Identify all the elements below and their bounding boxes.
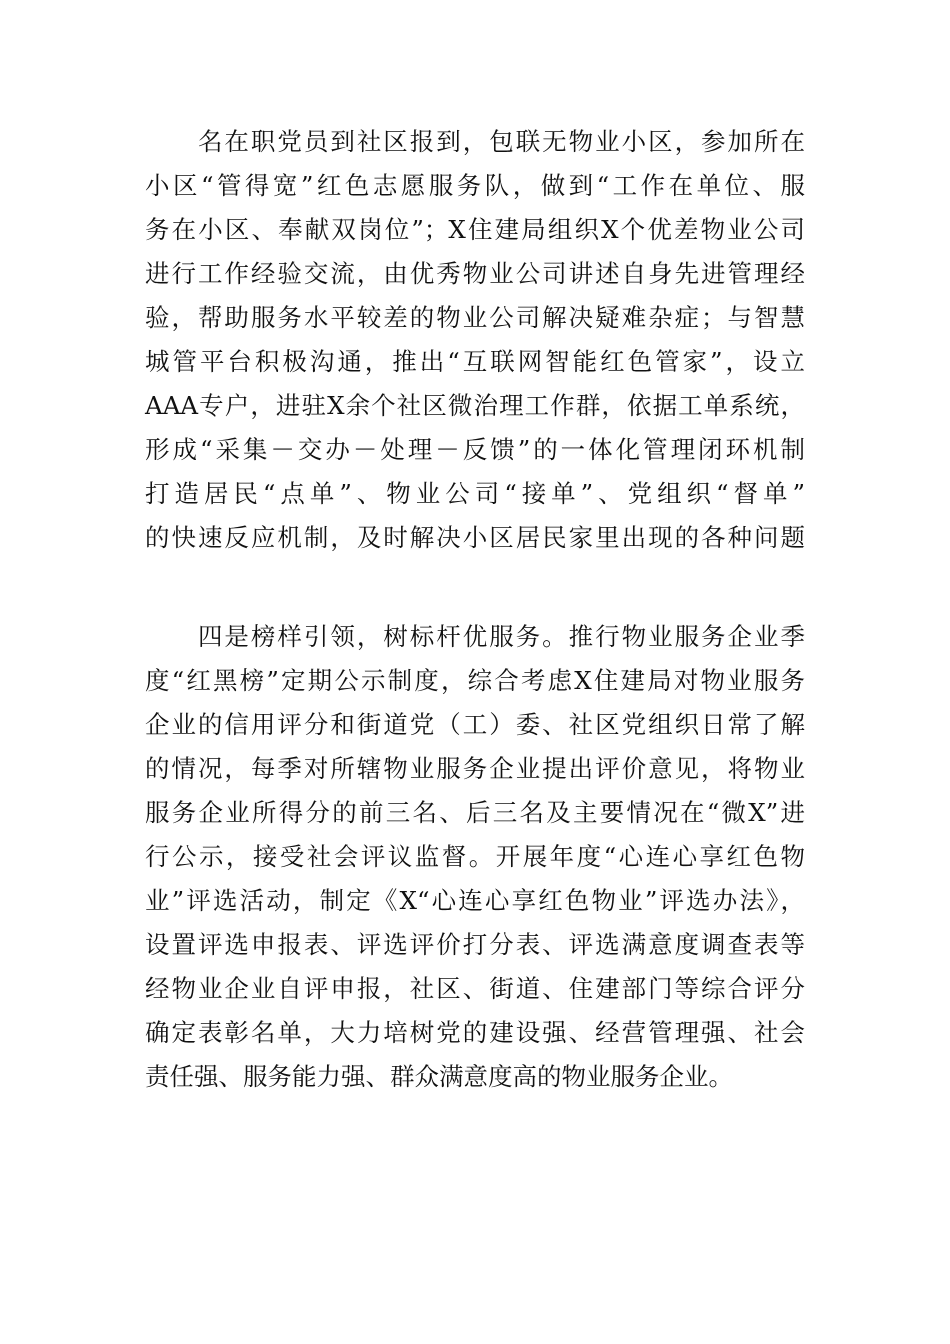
paragraph-2 bbox=[145, 615, 805, 1099]
paragraph-line: 四是榜样引领，树标杆优服务。推行物业服务企业季 bbox=[145, 622, 805, 651]
paragraph-line: 名在职党员到社区报到，包联无物业小区，参加所在 bbox=[145, 127, 805, 156]
paragraph-line: 确定表彰名单，大力培树党的建设强、经营管理强、社会 bbox=[145, 1018, 805, 1047]
paragraph-line: 责任强、服务能力强、群众满意度高的物业服务企业。 bbox=[145, 1062, 733, 1091]
paragraph-line: 设置评选申报表、评选评价打分表、评选满意度调查表等 bbox=[145, 930, 805, 959]
paragraph-line: 企业的信用评分和街道党（工）委、社区党组织日常了解 bbox=[145, 710, 805, 739]
paragraph-line: 度“红黑榜”定期公示制度，综合考虑X住建局对物业服务 bbox=[145, 666, 805, 695]
paragraph-line: AAA专户，进驻X余个社区微治理工作群，依据工单系统， bbox=[145, 391, 805, 420]
paragraph-line: 打造居民“点单”、物业公司“接单”、党组织“督单” bbox=[145, 479, 805, 508]
paragraph-line: 小区“管得宽”红色志愿服务队，做到“工作在单位、服 bbox=[145, 171, 805, 200]
paragraph-line: 的情况，每季对所辖物业服务企业提出评价意见，将物业 bbox=[145, 754, 805, 783]
paragraph-line: 经物业企业自评申报，社区、街道、住建部门等综合评分 bbox=[145, 974, 805, 1003]
paragraph-line: 形成“采集－交办－处理－反馈”的一体化管理闭环机制 bbox=[145, 435, 805, 464]
paragraph-line: 服务企业所得分的前三名、后三名及主要情况在“微X”进 bbox=[145, 798, 805, 827]
paragraph-line: 的快速反应机制，及时解决小区居民家里出现的各种问题 bbox=[145, 523, 805, 552]
paragraph-line: 验，帮助服务水平较差的物业公司解决疑难杂症；与智慧 bbox=[145, 303, 805, 332]
paragraph-line: 城管平台积极沟通，推出“互联网智能红色管家”，设立 bbox=[145, 347, 805, 376]
paragraph-line: 务在小区、奉献双岗位”；X住建局组织X个优差物业公司 bbox=[145, 215, 805, 244]
paragraph-line: 业”评选活动，制定《X“心连心享红色物业”评选办法》， bbox=[145, 886, 805, 915]
paragraph-1 bbox=[145, 120, 805, 560]
paragraph-line: 行公示，接受社会评议监督。开展年度“心连心享红色物 bbox=[145, 842, 805, 871]
paragraph-line: 进行工作经验交流，由优秀物业公司讲述自身先进管理经 bbox=[145, 259, 805, 288]
